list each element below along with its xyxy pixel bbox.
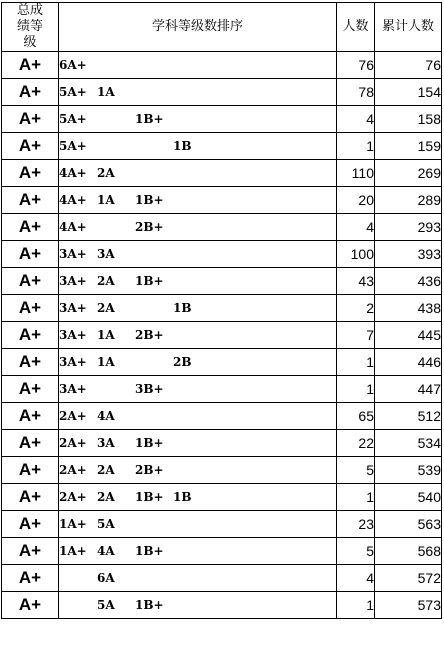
sequence-cell bbox=[59, 214, 337, 241]
sequence-a: 2A bbox=[97, 166, 115, 180]
grade-cell: A+ bbox=[2, 349, 59, 376]
sequence-cell bbox=[59, 565, 337, 592]
grade-cell: A+ bbox=[2, 538, 59, 565]
cumulative-cell: 159 bbox=[375, 133, 442, 160]
table-row bbox=[2, 79, 442, 106]
count-cell: 76 bbox=[337, 52, 375, 79]
count-cell: 4 bbox=[337, 106, 375, 133]
sequence-b-plus: 2B+ bbox=[135, 328, 164, 342]
sequence-a-plus: 5A+ bbox=[59, 112, 87, 126]
sequence-b: 2B bbox=[173, 355, 192, 369]
cumulative-cell: 269 bbox=[375, 160, 442, 187]
grade-cell: A+ bbox=[2, 565, 59, 592]
sequence-b-plus: 1B+ bbox=[135, 274, 164, 288]
sequence-a-plus: 3A+ bbox=[59, 382, 87, 396]
sequence-b-plus: 1B+ bbox=[135, 436, 164, 450]
count-cell: 5 bbox=[337, 538, 375, 565]
sequence-cell bbox=[59, 538, 337, 565]
sequence-a: 2A bbox=[97, 301, 115, 315]
table-body bbox=[2, 52, 442, 619]
sequence-a-plus: 2A+ bbox=[59, 436, 87, 450]
sequence-a-plus: 4A+ bbox=[59, 166, 87, 180]
table-row bbox=[2, 187, 442, 214]
header-count: 人数 bbox=[337, 3, 375, 52]
sequence-cell bbox=[59, 79, 337, 106]
grade-cell: A+ bbox=[2, 133, 59, 160]
sequence-cell bbox=[59, 268, 337, 295]
sequence-a-plus: 4A+ bbox=[59, 193, 87, 207]
cumulative-cell: 563 bbox=[375, 511, 442, 538]
sequence-b-plus: 1B+ bbox=[135, 598, 164, 612]
cumulative-cell: 445 bbox=[375, 322, 442, 349]
sequence-b: 1B bbox=[173, 301, 192, 315]
sequence-a-plus: 3A+ bbox=[59, 328, 87, 342]
grade-cell: A+ bbox=[2, 52, 59, 79]
count-cell: 1 bbox=[337, 376, 375, 403]
sequence-cell bbox=[59, 403, 337, 430]
header-cumulative: 累计人数 bbox=[375, 3, 442, 52]
sequence-a-plus: 5A+ bbox=[59, 85, 87, 99]
sequence-cell bbox=[59, 511, 337, 538]
sequence-a-plus: 3A+ bbox=[59, 274, 87, 288]
table-row bbox=[2, 214, 442, 241]
grade-cell: A+ bbox=[2, 295, 59, 322]
sequence-cell bbox=[59, 106, 337, 133]
cumulative-cell: 289 bbox=[375, 187, 442, 214]
sequence-cell bbox=[59, 376, 337, 403]
cumulative-cell: 534 bbox=[375, 430, 442, 457]
grade-cell: A+ bbox=[2, 268, 59, 295]
table-row bbox=[2, 133, 442, 160]
sequence-a-plus: 2A+ bbox=[59, 463, 87, 477]
count-cell: 78 bbox=[337, 79, 375, 106]
cumulative-cell: 158 bbox=[375, 106, 442, 133]
table-row bbox=[2, 322, 442, 349]
cumulative-cell: 512 bbox=[375, 403, 442, 430]
table-row bbox=[2, 457, 442, 484]
cumulative-cell: 438 bbox=[375, 295, 442, 322]
sequence-a: 6A bbox=[97, 571, 115, 585]
table-row bbox=[2, 592, 442, 619]
sequence-cell bbox=[59, 430, 337, 457]
count-cell: 4 bbox=[337, 565, 375, 592]
sequence-a: 5A bbox=[97, 517, 115, 531]
sequence-b: 1B bbox=[173, 490, 192, 504]
table-row bbox=[2, 565, 442, 592]
sequence-cell bbox=[59, 484, 337, 511]
sequence-b-plus: 3B+ bbox=[135, 382, 164, 396]
sequence-cell bbox=[59, 160, 337, 187]
cumulative-cell: 446 bbox=[375, 349, 442, 376]
cumulative-cell: 393 bbox=[375, 241, 442, 268]
sequence-a: 5A bbox=[97, 598, 115, 612]
cumulative-cell: 447 bbox=[375, 376, 442, 403]
table-row bbox=[2, 349, 442, 376]
table-row bbox=[2, 106, 442, 133]
sequence-a-plus: 3A+ bbox=[59, 247, 87, 261]
sequence-cell bbox=[59, 295, 337, 322]
sequence-a: 1A bbox=[97, 328, 115, 342]
sequence-a-plus: 1A+ bbox=[59, 517, 87, 531]
grade-cell: A+ bbox=[2, 430, 59, 457]
sequence-b-plus: 2B+ bbox=[135, 463, 164, 477]
grade-cell: A+ bbox=[2, 160, 59, 187]
sequence-a-plus: 4A+ bbox=[59, 220, 87, 234]
count-cell: 20 bbox=[337, 187, 375, 214]
sequence-a-plus: 3A+ bbox=[59, 301, 87, 315]
table-row bbox=[2, 403, 442, 430]
header-row bbox=[2, 3, 442, 52]
grade-cell: A+ bbox=[2, 106, 59, 133]
sequence-a: 2A bbox=[97, 274, 115, 288]
cumulative-cell: 154 bbox=[375, 79, 442, 106]
count-cell: 23 bbox=[337, 511, 375, 538]
cumulative-cell: 293 bbox=[375, 214, 442, 241]
sequence-cell bbox=[59, 457, 337, 484]
count-cell: 65 bbox=[337, 403, 375, 430]
table-row bbox=[2, 160, 442, 187]
table-row bbox=[2, 376, 442, 403]
sequence-cell bbox=[59, 349, 337, 376]
grade-cell: A+ bbox=[2, 214, 59, 241]
sequence-a: 3A bbox=[97, 247, 115, 261]
grade-distribution-table bbox=[1, 2, 442, 619]
header-total-grade-label: 总成绩等级 bbox=[16, 3, 43, 50]
sequence-a-plus: 1A+ bbox=[59, 544, 87, 558]
table-row bbox=[2, 430, 442, 457]
sequence-a: 4A bbox=[97, 544, 115, 558]
sequence-b: 1B bbox=[173, 139, 192, 153]
sequence-a: 2A bbox=[97, 490, 115, 504]
cumulative-cell: 573 bbox=[375, 592, 442, 619]
sequence-cell bbox=[59, 52, 337, 79]
sequence-a-plus: 2A+ bbox=[59, 409, 87, 423]
sequence-b-plus: 1B+ bbox=[135, 544, 164, 558]
sequence-a-plus: 2A+ bbox=[59, 490, 87, 504]
grade-cell: A+ bbox=[2, 457, 59, 484]
count-cell: 22 bbox=[337, 430, 375, 457]
sequence-b-plus: 1B+ bbox=[135, 112, 164, 126]
sequence-b-plus: 2B+ bbox=[135, 220, 164, 234]
grade-cell: A+ bbox=[2, 403, 59, 430]
sequence-b-plus: 1B+ bbox=[135, 193, 164, 207]
header-total-grade bbox=[2, 3, 59, 52]
sequence-cell bbox=[59, 241, 337, 268]
table-row bbox=[2, 511, 442, 538]
sequence-a: 1A bbox=[97, 85, 115, 99]
grade-cell: A+ bbox=[2, 187, 59, 214]
cumulative-cell: 436 bbox=[375, 268, 442, 295]
sequence-a-plus: 5A+ bbox=[59, 139, 87, 153]
cumulative-cell: 568 bbox=[375, 538, 442, 565]
grade-cell: A+ bbox=[2, 511, 59, 538]
count-cell: 2 bbox=[337, 295, 375, 322]
sequence-a-plus: 6A+ bbox=[59, 58, 87, 72]
count-cell: 110 bbox=[337, 160, 375, 187]
grade-cell: A+ bbox=[2, 484, 59, 511]
sequence-a: 2A bbox=[97, 463, 115, 477]
count-cell: 4 bbox=[337, 214, 375, 241]
sequence-a: 3A bbox=[97, 436, 115, 450]
table-row bbox=[2, 241, 442, 268]
sequence-b-plus: 1B+ bbox=[135, 490, 164, 504]
count-cell: 1 bbox=[337, 484, 375, 511]
sequence-a-plus: 3A+ bbox=[59, 355, 87, 369]
cumulative-cell: 572 bbox=[375, 565, 442, 592]
cumulative-cell: 539 bbox=[375, 457, 442, 484]
table-row bbox=[2, 268, 442, 295]
grade-cell: A+ bbox=[2, 79, 59, 106]
grade-cell: A+ bbox=[2, 592, 59, 619]
table-row bbox=[2, 484, 442, 511]
table-row bbox=[2, 295, 442, 322]
grade-cell: A+ bbox=[2, 322, 59, 349]
sequence-a: 4A bbox=[97, 409, 115, 423]
sequence-a: 1A bbox=[97, 193, 115, 207]
count-cell: 100 bbox=[337, 241, 375, 268]
count-cell: 1 bbox=[337, 133, 375, 160]
count-cell: 7 bbox=[337, 322, 375, 349]
table-row bbox=[2, 538, 442, 565]
table-row bbox=[2, 52, 442, 79]
sequence-cell bbox=[59, 322, 337, 349]
count-cell: 1 bbox=[337, 592, 375, 619]
grade-cell: A+ bbox=[2, 241, 59, 268]
grade-cell: A+ bbox=[2, 376, 59, 403]
count-cell: 5 bbox=[337, 457, 375, 484]
sequence-cell bbox=[59, 592, 337, 619]
cumulative-cell: 540 bbox=[375, 484, 442, 511]
cumulative-cell: 76 bbox=[375, 52, 442, 79]
sequence-cell bbox=[59, 187, 337, 214]
sequence-cell bbox=[59, 133, 337, 160]
sequence-a: 1A bbox=[97, 355, 115, 369]
count-cell: 1 bbox=[337, 349, 375, 376]
header-subject-sequence: 学科等级数排序 bbox=[59, 3, 337, 52]
count-cell: 43 bbox=[337, 268, 375, 295]
